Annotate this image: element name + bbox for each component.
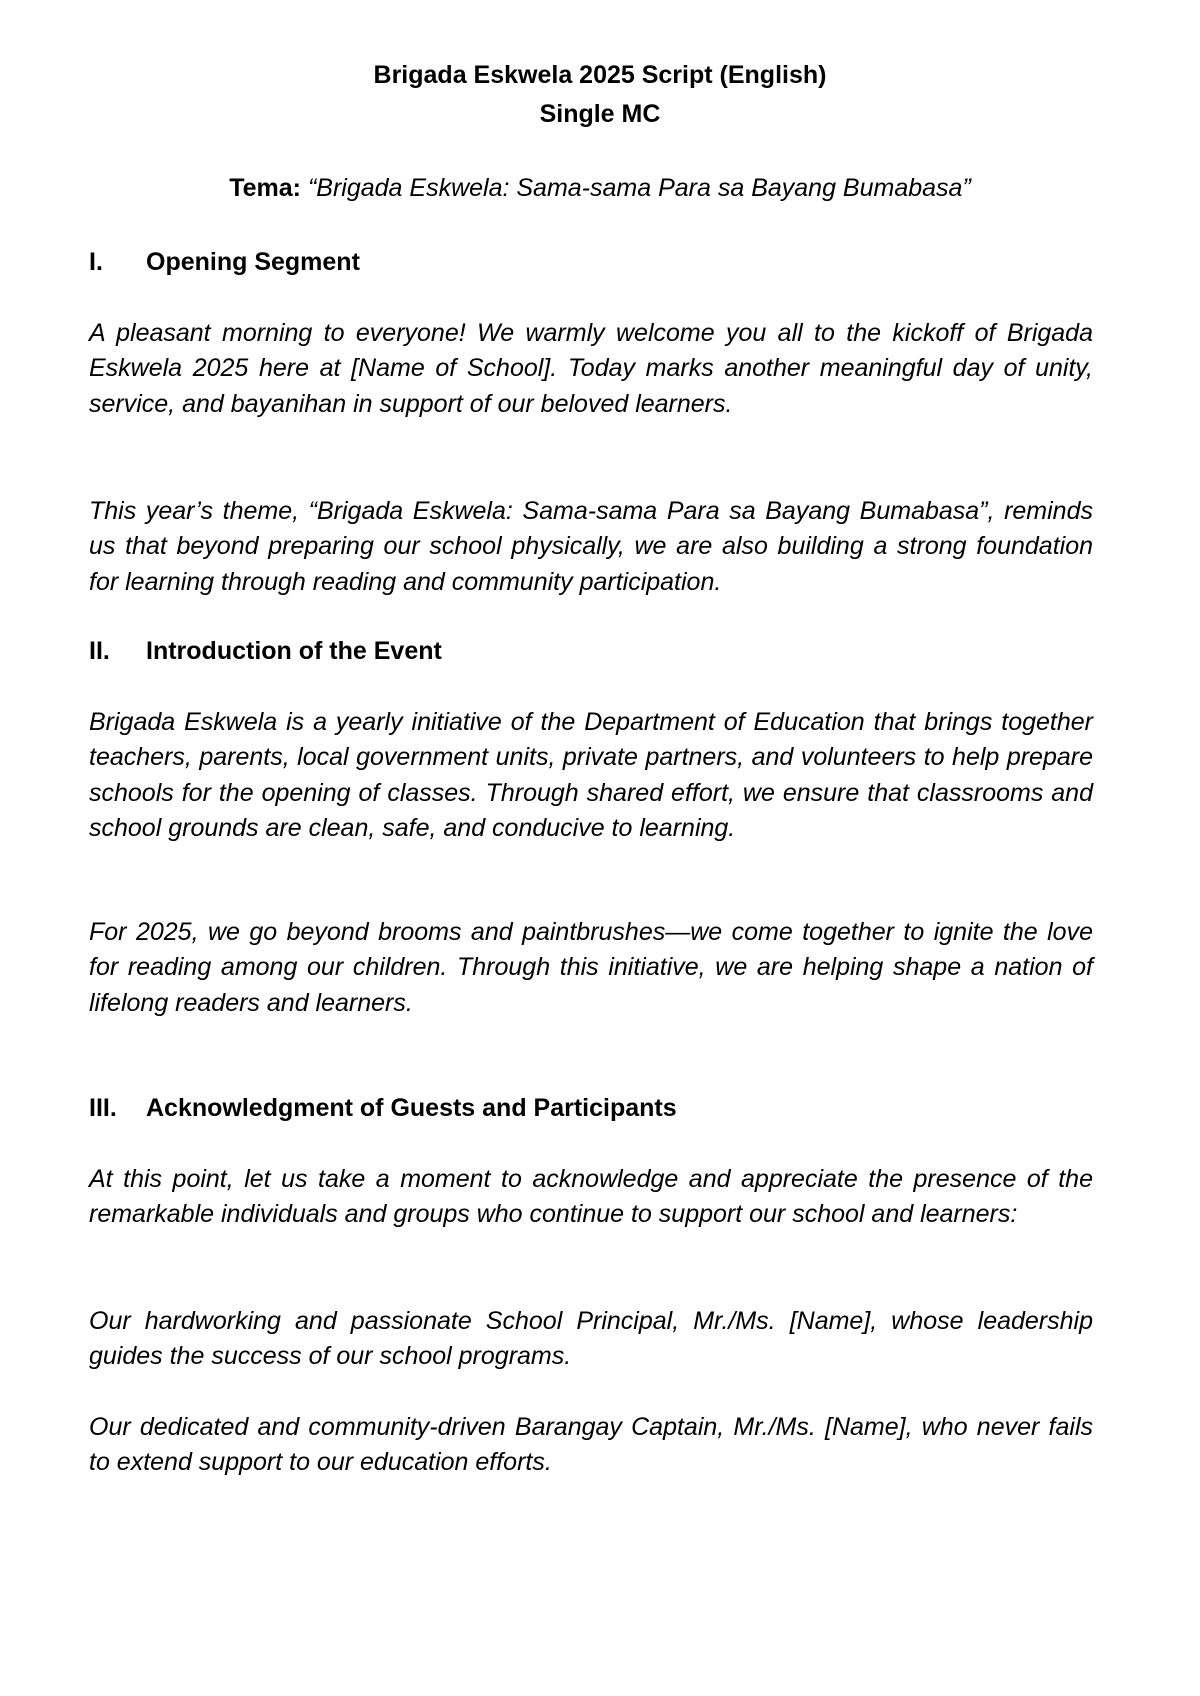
paragraph: At this point, let us take a moment to acknowledge and appreciate the presence of the remarkable individuals and groups who continue to support our school and learners: xyxy=(89,1165,1093,1229)
section-number: III. xyxy=(89,1094,117,1122)
section-title: Opening Segment xyxy=(146,248,360,276)
paragraph: This year’s theme, “Brigada Eskwela: Sama-sama Para sa Bayang Bumabasa”, reminds us that beyond preparing our school physically, we are also building a strong foundation for learning through reading and community participation. xyxy=(89,497,1093,596)
theme-line xyxy=(0,171,1200,206)
theme-text: “Brigada Eskwela: Sama-sama Para sa Bayang Bumabasa” xyxy=(307,174,971,202)
section-heading-3 xyxy=(89,1091,677,1126)
paragraph: Brigada Eskwela is a yearly initiative of the Department of Education that brings together teachers, parents, local government units, private partners, and volunteers to help prepare schools for the opening of classes. Through shared effort, we ensure that classrooms and school grounds are clean, safe, and conducive to learning. xyxy=(89,708,1093,843)
section-title: Introduction of the Event xyxy=(146,637,442,665)
paragraph: For 2025, we go beyond brooms and paintbrushes—we come together to ignite the love for reading among our children. Through this initiative, we are helping shape a nation of lifelong readers and learners. xyxy=(89,918,1093,1017)
section-heading-1 xyxy=(89,245,360,280)
theme-label: Tema: xyxy=(229,174,301,202)
paragraph: A pleasant morning to everyone! We warmly welcome you all to the kickoff of Brigada Eskwela 2025 here at [Name of School]. Today marks another meaningful day of unity, service, and bayanihan in support of our beloved learners. xyxy=(89,319,1093,418)
section-number: II. xyxy=(89,637,110,665)
section-heading-2 xyxy=(89,634,442,669)
document-title: Brigada Eskwela 2025 Script (English) xyxy=(373,61,827,89)
paragraph: Our dedicated and community-driven Barangay Captain, Mr./Ms. [Name], who never fails to extend support to our education efforts. xyxy=(89,1413,1093,1477)
paragraph: Our hardworking and passionate School Principal, Mr./Ms. [Name], whose leadership guides the success of our school programs. xyxy=(89,1307,1093,1371)
document-subtitle: Single MC xyxy=(539,100,661,128)
section-title: Acknowledgment of Guests and Participants xyxy=(146,1094,677,1122)
section-number: I. xyxy=(89,248,103,276)
